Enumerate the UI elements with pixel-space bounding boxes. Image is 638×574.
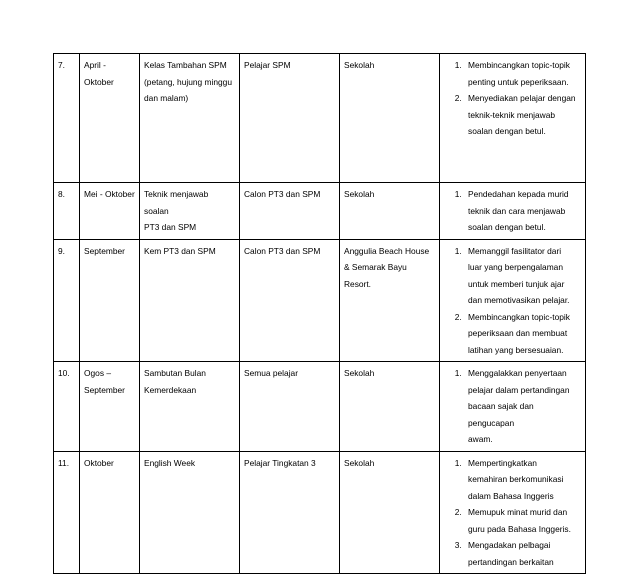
month-cell xyxy=(80,451,140,574)
month-text: September xyxy=(84,245,125,256)
target-cell xyxy=(240,239,340,362)
target-cell xyxy=(240,54,340,183)
place-text: Sekolah xyxy=(344,189,375,199)
activity-item: 1. Mempertingkatkan kemahiran berkomunikasi dalam Bahasa Inggeris xyxy=(464,455,581,505)
month-text: Oktober xyxy=(84,457,114,468)
target-text: Calon PT3 dan SPM xyxy=(244,189,321,199)
month-text: April - Oktober xyxy=(84,60,114,87)
row-number-cell xyxy=(54,54,80,183)
table-row xyxy=(54,451,586,574)
target-text: Semua pelajar xyxy=(244,368,299,378)
row-number: 9. xyxy=(58,245,65,256)
target-cell xyxy=(240,451,340,574)
place-cell xyxy=(340,362,440,452)
program-cell xyxy=(140,362,240,452)
activities-cell xyxy=(440,362,586,452)
row-number-cell xyxy=(54,239,80,362)
place-text: Anggulia Beach House & Semarak Bayu Resort. xyxy=(344,245,430,289)
place-cell xyxy=(340,451,440,574)
program-text: Kelas Tambahan SPM (petang, hujung minggu dan malam) xyxy=(144,60,233,103)
table-row xyxy=(54,183,586,240)
program-text: Teknik menjawab soalan PT3 dan SPM xyxy=(144,189,209,232)
row-number-cell xyxy=(54,183,80,240)
month-cell xyxy=(80,239,140,362)
target-text: Pelajar SPM xyxy=(244,60,291,70)
place-text: Sekolah xyxy=(344,368,375,378)
row-number: 7. xyxy=(58,60,65,70)
month-cell xyxy=(80,362,140,452)
activities-list xyxy=(444,186,581,236)
activity-item: 1. Menggalakkan penyertaan pelajar dalam pertandingan bacaan sajak dan pengucapan awam. xyxy=(464,365,581,448)
activities-cell xyxy=(440,183,586,240)
month-text: Mei - Oktober xyxy=(84,189,135,199)
table-row xyxy=(54,54,586,183)
place-text: Sekolah xyxy=(344,60,375,70)
row-number-cell xyxy=(54,362,80,452)
target-text: Calon PT3 dan SPM xyxy=(244,245,321,256)
place-cell xyxy=(340,239,440,362)
row-number: 11. xyxy=(58,457,70,468)
activity-item: 1. Membincangkan topic-topik penting untuk peperiksaan. xyxy=(464,57,581,90)
program-text: English Week xyxy=(144,457,196,468)
row-number-cell xyxy=(54,451,80,574)
place-text: Sekolah xyxy=(344,457,375,468)
target-text: Pelajar Tingkatan 3 xyxy=(244,457,316,468)
program-text: Kem PT3 dan SPM xyxy=(144,245,216,256)
activities-cell xyxy=(440,239,586,362)
activities-cell xyxy=(440,451,586,574)
table-row xyxy=(54,239,586,362)
target-cell xyxy=(240,362,340,452)
activity-item: 3. Mengadakan pelbagai pertandingan berkaitan xyxy=(464,537,581,570)
activity-item: 2. Menyediakan pelajar dengan teknik-teknik menjawab soalan dengan betul. xyxy=(464,90,581,140)
program-cell xyxy=(140,451,240,574)
program-text: Sambutan Bulan Kemerdekaan xyxy=(144,368,206,395)
place-cell xyxy=(340,183,440,240)
month-cell xyxy=(80,54,140,183)
place-cell xyxy=(340,54,440,183)
month-cell xyxy=(80,183,140,240)
activity-item: 1. Pendedahan kepada murid teknik dan cara menjawab soalan dengan betul. xyxy=(464,186,581,236)
program-cell xyxy=(140,239,240,362)
activity-plan-table xyxy=(53,53,586,574)
row-number: 8. xyxy=(58,189,65,199)
activities-list xyxy=(444,57,581,140)
activity-item: 2. Memupuk minat murid dan guru pada Bahasa Inggeris. xyxy=(464,504,581,537)
activities-cell xyxy=(440,54,586,183)
row-number: 10. xyxy=(58,368,70,378)
target-cell xyxy=(240,183,340,240)
program-cell xyxy=(140,183,240,240)
month-text: Ogos – September xyxy=(84,368,125,395)
activity-item: 1. Memanggil fasilitator dari luar yang berpengalaman untuk memberi tunjuk ajar dan memotivasikan pelajar. xyxy=(464,243,581,309)
activities-list xyxy=(444,243,581,359)
program-cell xyxy=(140,54,240,183)
activities-list xyxy=(444,365,581,448)
activities-list xyxy=(444,455,581,571)
table-row xyxy=(54,362,586,452)
activity-item: 2. Membincangkan topic-topik peperiksaan dan membuat latihan yang bersesuaian. xyxy=(464,309,581,359)
